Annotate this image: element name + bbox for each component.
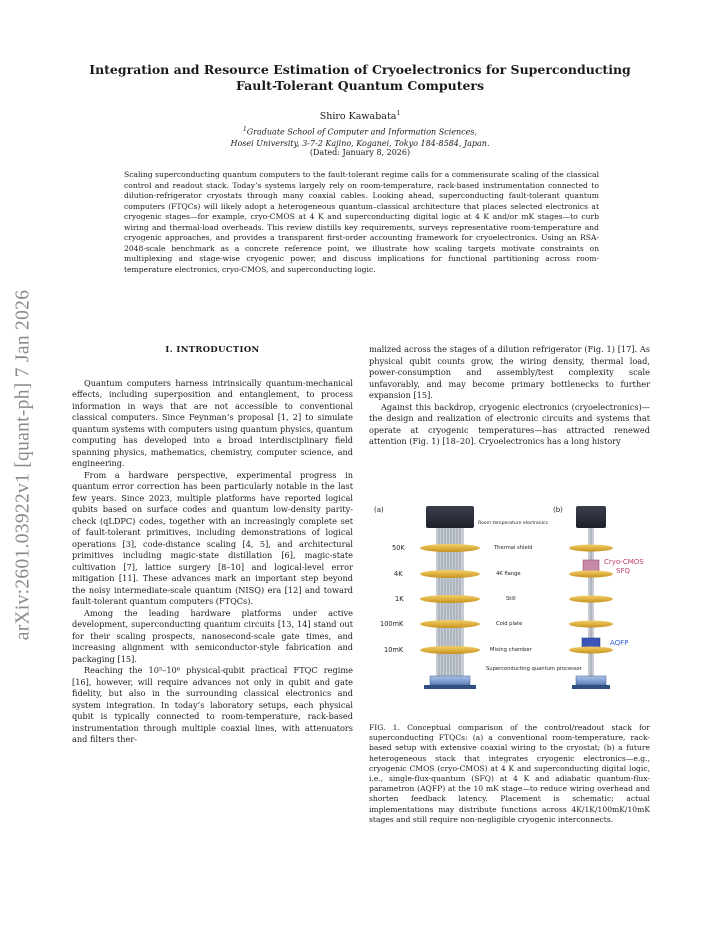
author — [80, 110, 640, 122]
cryostat-diagram — [370, 500, 652, 710]
paragraph: Among the leading hardware platforms under active development, superconducting quantum circuits [13, 14] stand out for their scaling prospects, nanosecond-scale gate times, and increasing alignment with semiconductor-style fabrication and packaging [15]. — [72, 607, 353, 664]
left-column — [72, 344, 353, 746]
dated: (Dated: January 8, 2026) — [309, 148, 411, 157]
author-name: Shiro Kawabata — [319, 111, 397, 123]
figure-1 — [370, 500, 652, 710]
stage-name: 4K flange — [496, 571, 521, 577]
stage-name: Mixing chamber — [490, 647, 532, 653]
arxiv-id-text: arXiv:2601.03922v1 [quant-ph] 7 Jan 2026 — [12, 289, 33, 641]
sfq-label: SFQ — [616, 567, 630, 575]
temp-label: 100mK — [380, 620, 404, 628]
stage-name: Superconducting quantum processor — [486, 666, 582, 672]
temp-label: 4K — [394, 570, 403, 578]
title-line-2: Fault-Tolerant Quantum Computers — [235, 78, 485, 93]
author-sup: 1 — [396, 110, 401, 117]
room-temp-box-a — [426, 506, 474, 528]
affil-line-1: Graduate School of Computer and Information Sciences, — [246, 127, 478, 137]
cryo-cmos-label: Cryo-CMOS — [604, 558, 644, 566]
aqfp-label: AQFP — [610, 639, 629, 647]
paragraph: malized across the stages of a dilution refrigerator (Fig. 1) [17]. As physical qubit counts grow, the wiring density, thermal load, power-consumption and assembly/test complexity scale unfavorably, and may become primary bottlenecks to further expansion [15]. — [369, 344, 650, 400]
paper-title — [80, 62, 640, 94]
temp-label: 1K — [395, 595, 404, 603]
title-line-1: Integration and Resource Estimation of Cryoelectronics for Superconducting — [89, 62, 631, 77]
section-heading: I. INTRODUCTION — [165, 344, 260, 354]
cryo-cmos-block — [583, 560, 599, 572]
figure-caption: FIG. 1. Conceptual comparison of the control/readout stack for superconducting FTQCs: (a) a conventional room-temperature, rack-based setup with extensive coaxial wiring to the cryostat; (b) a future heterogeneous stack that integrates cryogenic electronics—e.g., cryogenic CMOS (cryo-CMOS) at 4 K and superconducting digital logic, i.e., single-flux-quantum (SFQ) at 4 K and adiabatic quantum-flux-parametron (AQFP) at the 10 mK stage—to reduce wiring overhead and shorten feedback latency. Placement is schematic; actual implementations may distribute functions across 4K/1K/100mK/10mK stages and still require non-negligible cryogenic interconnects. — [369, 723, 650, 824]
abstract: Scaling superconducting quantum computers to the fault-tolerant regime calls for a commensurate scaling of the classical control and readout stack. Today’s systems largely rely on room-temperature, rack-based instrumentation connected to dilution-refrigerator cryostats through many coaxial cables. Looking ahead, superconducting fault-tolerant quantum computers (FTQCs) will likely adopt a heterogeneous quantum–classical architecture that places selected electronics at cryogenic stages—for example, cryo-CMOS at 4 K and superconducting digital logic at 4 K and/or mK stages—to curb wiring and thermal-load overheads. This review distills key requirements, surveys representative room-temperature and cryogenic approaches, and provides a transparent first-order accounting framework for cryoelectronics. Using an RSA-2048-scale benchmark as a concrete reference point, we illustrate how scaling targets motivate constraints on multiplexing and stage-wise cryogenic power, and discuss implications for functional partitioning across room-temperature electronics, cryo-CMOS, and superconducting logic. — [124, 170, 599, 274]
room-temp-box-b — [576, 506, 606, 528]
panel-a-label: (a) — [374, 506, 384, 514]
paragraph: Against this backdrop, cryogenic electronics (cryoelectronics)—the design and realization of electronic circuits and systems that operate at cryogenic temperatures—has attracted renewed attention (Fig. 1) [18–20]. Cryoelectronics has a long history — [369, 401, 650, 446]
paragraph: Quantum computers harness intrinsically quantum-mechanical effects, including superposition and entanglement, to process information in ways that are not accessible to conventional classical computers. Since Feynman’s proposal [1, 2] to simulate quantum systems with computers using quantum physics, quantum computing has developed into a broad interdisciplinary field spanning physics, mathematics, chemistry, computer science, and engineering. — [72, 377, 353, 468]
affil-sup: 1 — [242, 126, 247, 133]
temp-label: 50K — [392, 544, 405, 552]
stage-name: Room temperature electronics — [478, 521, 548, 526]
temp-label: 10mK — [384, 646, 404, 654]
affiliation — [80, 124, 640, 149]
stage-name: Still — [506, 596, 516, 602]
stage-name: Thermal shield — [494, 545, 533, 551]
paragraph: Reaching the 10⁵–10⁶ physical-qubit practical FTQC regime [16], however, will require advances not only in qubit and gate fidelity, but also in the surrounding classical electronics and system integration. In today’s laboratory setups, each physical qubit is typically connected to room-temperature, rack-based instrumentation through multiple coaxial lines, with attenuators and filters ther- — [72, 665, 353, 744]
panel-b-label: (b) — [553, 506, 563, 514]
stage-name: Cold plate — [496, 621, 523, 627]
affil-line-2: Hosei University, 3-7-2 Kajino, Koganei, Tokyo 184-8584, Japan. — [230, 138, 490, 148]
arxiv-identifier — [3, 255, 43, 675]
right-column — [369, 344, 650, 448]
paragraph: From a hardware perspective, experimental progress in quantum error correction has been particularly notable in the last few years. Since 2023, multiple platforms have reported logical qubits based on surface codes and quantum low-density parity-check (qLDPC) codes, together with an increasingly complete set of fault-tolerant primitives, including demonstrations of logical operations [3], code-distance scaling [4, 5], and architectural primitives including magic-state distillation [6], magic-state cultivation [7], lattice surgery [8–10] and logical-level error mitigation [11]. These advances mark an important step beyond the noisy intermediate-scale quantum (NISQ) era [12] and toward fault-tolerant quantum computers (FTQCs). — [72, 469, 353, 606]
